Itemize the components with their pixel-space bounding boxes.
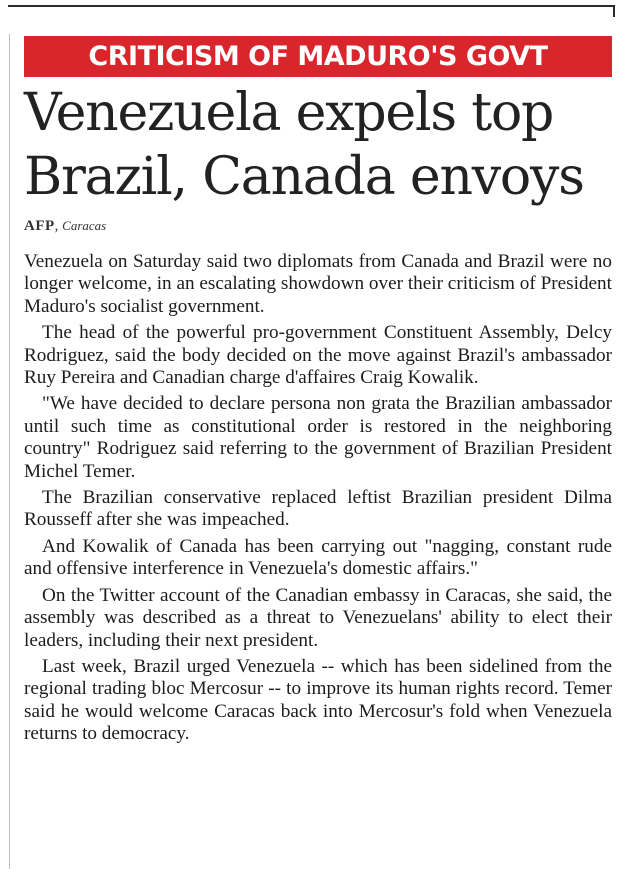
byline-dateline: Caracas — [62, 218, 107, 233]
paragraph-7: Last week, Brazil urged Venezuela -- which has been sidelined from the regional trading bloc Mercosur -- to improve its human rights record. Temer said he would welcome Caracas back into Mercosur's fold when Venezuela returns to democracy. — [24, 655, 612, 745]
headline-line-2: Brazil, Canada envoys — [24, 147, 584, 207]
column-divider — [9, 34, 10, 869]
kicker-banner: CRITICISM OF MADURO'S GOVT — [24, 36, 612, 77]
paragraph-1: Venezuela on Saturday said two diplomats from Canada and Brazil were no longer welcome, in an escalating showdown over their criticism of President Maduro's socialist government. — [24, 251, 612, 317]
byline — [24, 218, 612, 235]
paragraph-6: On the Twitter account of the Canadian embassy in Caracas, she said, the assembly was described as a threat to Venezuelans' ability to elect their leaders, including their next president. — [24, 584, 612, 651]
column-edge-rule — [613, 5, 615, 17]
paragraph-5: And Kowalik of Canada has been carrying out "nagging, constant rude and offensive interference in Venezuela's domestic affairs." — [24, 535, 612, 580]
paragraph-2: The head of the powerful pro-government Constituent Assembly, Delcy Rodriguez, said the body decided on the move against Brazil's ambassador Ruy Pereira and Canadian charge d'affaires Craig Kowalik. — [24, 322, 612, 389]
byline-agency: AFP — [24, 218, 55, 234]
paragraph-4: The Brazilian conservative replaced leftist Brazilian president Dilma Rousseff after she was impeached. — [24, 487, 612, 531]
news-article — [24, 36, 612, 750]
headline-line-1: Venezuela expels top — [24, 83, 554, 143]
byline-separator: , — [54, 218, 59, 234]
article-body — [24, 251, 612, 746]
headline — [24, 81, 612, 209]
top-rule — [8, 5, 615, 7]
paragraph-3: "We have decided to declare persona non grata the Brazilian ambassador until such time as constitutional order is restored in the neighboring country" Rodriguez said referring to the government of Brazilian President Michel Temer. — [24, 393, 612, 482]
